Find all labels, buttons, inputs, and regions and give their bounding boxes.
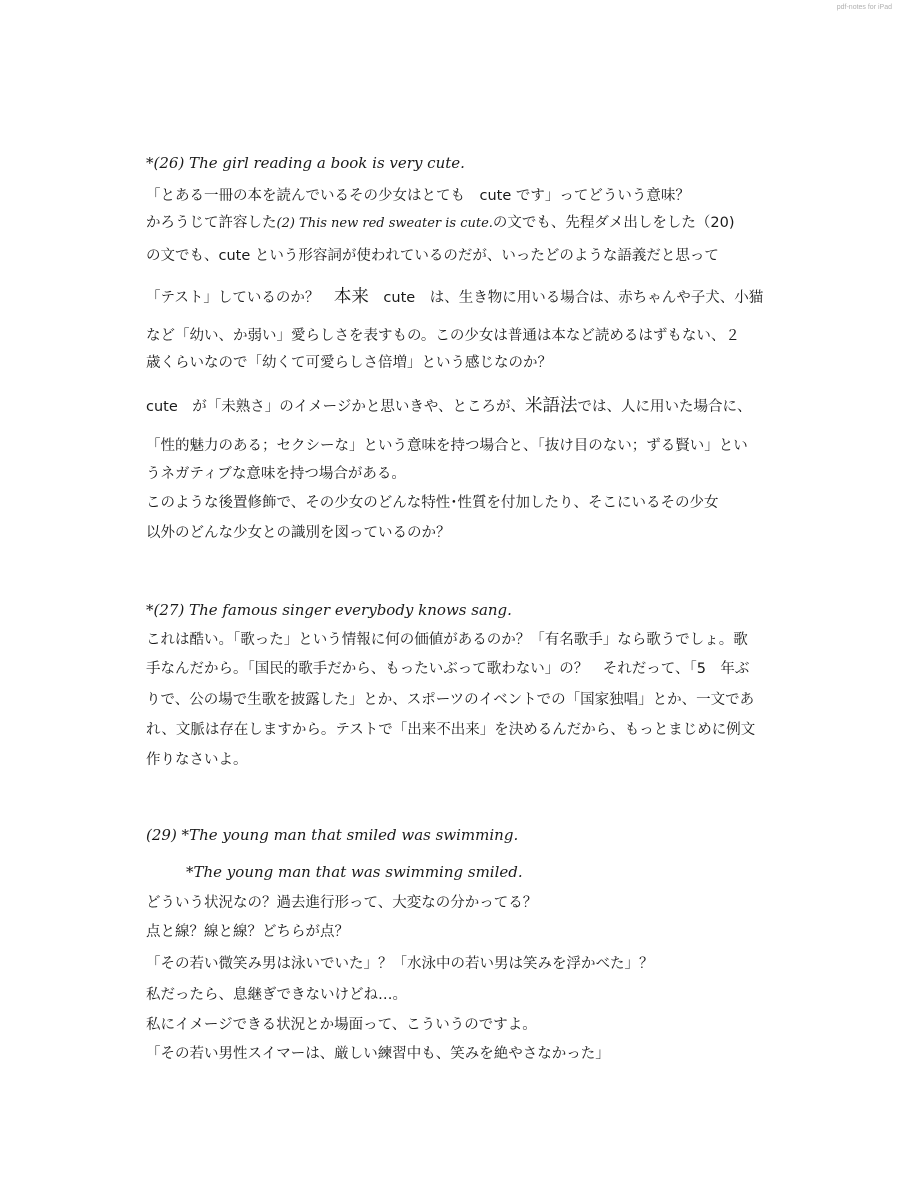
section-26-line-2-text: かろうじて許容した	[146, 215, 277, 231]
section-26-line-3: の文でも、cute という形容詞が使われているのだが、いったどのような語義だと思って	[146, 248, 719, 264]
section-27-line-1: これは酷い。「歌った」という情報に何の価値があるのか？「有名歌手」なら歌うでしょ。歌	[146, 632, 748, 648]
section-26-emphasis-american-usage: 米語法	[525, 396, 578, 416]
section-29-line-1: どういう状況なの？過去進行形って、大変なの分かってる？	[146, 895, 538, 911]
section-26-line-4-tail: cute は、生き物に用いる場合は、赤ちゃんや子犬、小猫	[368, 290, 764, 306]
section-26-line-11: 以外のどんな少女との識別を図っているのか？	[146, 525, 451, 541]
section-27-heading: *(27) The famous singer everybody knows sang.	[146, 601, 512, 619]
section-29-subheading: *The young man that was swimming smiled.	[186, 863, 523, 881]
section-29-line-4: 私だったら、息継ぎできないけどね…。	[146, 987, 407, 1003]
section-27-line-5: 作りなさいよ。	[146, 752, 248, 768]
section-26-line-7-text: cute が「未熟さ」のイメージかと思いきや、ところが、	[146, 399, 526, 415]
section-26-line-1: 「とある一冊の本を読んでいるその少女はとても cute です」ってどういう意味？	[146, 188, 690, 204]
section-29-line-6: 「その若い男性スイマーは、厳しい練習中も、笑みを絶やさなかった」	[146, 1046, 610, 1062]
section-26-line-9: うネガティブな意味を持つ場合がある。	[146, 466, 406, 482]
section-26-line-7-tail: では、人に用いた場合に、	[577, 399, 752, 415]
section-26-line-6: 歳くらいなので「幼くて可愛らしさ倍増」という感じなのか？	[146, 355, 552, 371]
section-29-line-5: 私にイメージできる状況とか場面って、こういうのですよ。	[146, 1017, 537, 1033]
section-29-heading: (29) *The young man that smiled was swimming.	[146, 826, 519, 844]
section-26-example-sentence: (2) This new red sweater is cute.	[276, 216, 493, 231]
app-watermark: pdf-notes for iPad	[836, 4, 892, 11]
section-26-emphasis-honrai: 本来	[333, 287, 369, 307]
section-29-line-3: 「その若い微笑み男は泳いでいた」？「水泳中の若い男は笑みを浮かべた」？	[146, 956, 654, 972]
section-26-line-5: など「幼い、か弱い」愛らしさを表すもの。この少女は普通は本など読めるはずもない、２	[146, 328, 740, 344]
section-26-line-10: このような後置修飾で、その少女のどんな特性･性質を付加したり、そこにいるその少女	[146, 495, 719, 511]
section-26-line-8: 「性的魅力のある；セクシーな」という意味を持つ場合と、「抜け目のない；ずる賢い」とい	[146, 438, 748, 454]
section-26-line-2	[146, 213, 735, 234]
section-26-line-4-text: 「テスト」しているのか？	[146, 290, 334, 306]
section-29-line-2: 点と線？線と線？どちらが点？	[146, 924, 349, 940]
section-27-line-2: 手なんだから。「国民的歌手だから、もったいぶって歌わない」の？ それだって、「5 年ぶ	[146, 661, 750, 677]
section-26-heading: *(26) The girl reading a book is very cute.	[146, 154, 465, 172]
section-26-line-7	[146, 396, 752, 417]
section-26-line-2-tail: の文でも、先程ダメ出しをした（20)	[492, 215, 735, 231]
section-26-line-4	[146, 287, 763, 308]
section-27-line-4: れ、文脈は存在しますから。テストで「出来不出来」を決めるんだから、もっとまじめに例文	[146, 722, 756, 738]
section-27-line-3: りで、公の場で生歌を披露した」とか、スポーツのイベントでの「国家独唱」とか、一文であ	[146, 692, 755, 708]
